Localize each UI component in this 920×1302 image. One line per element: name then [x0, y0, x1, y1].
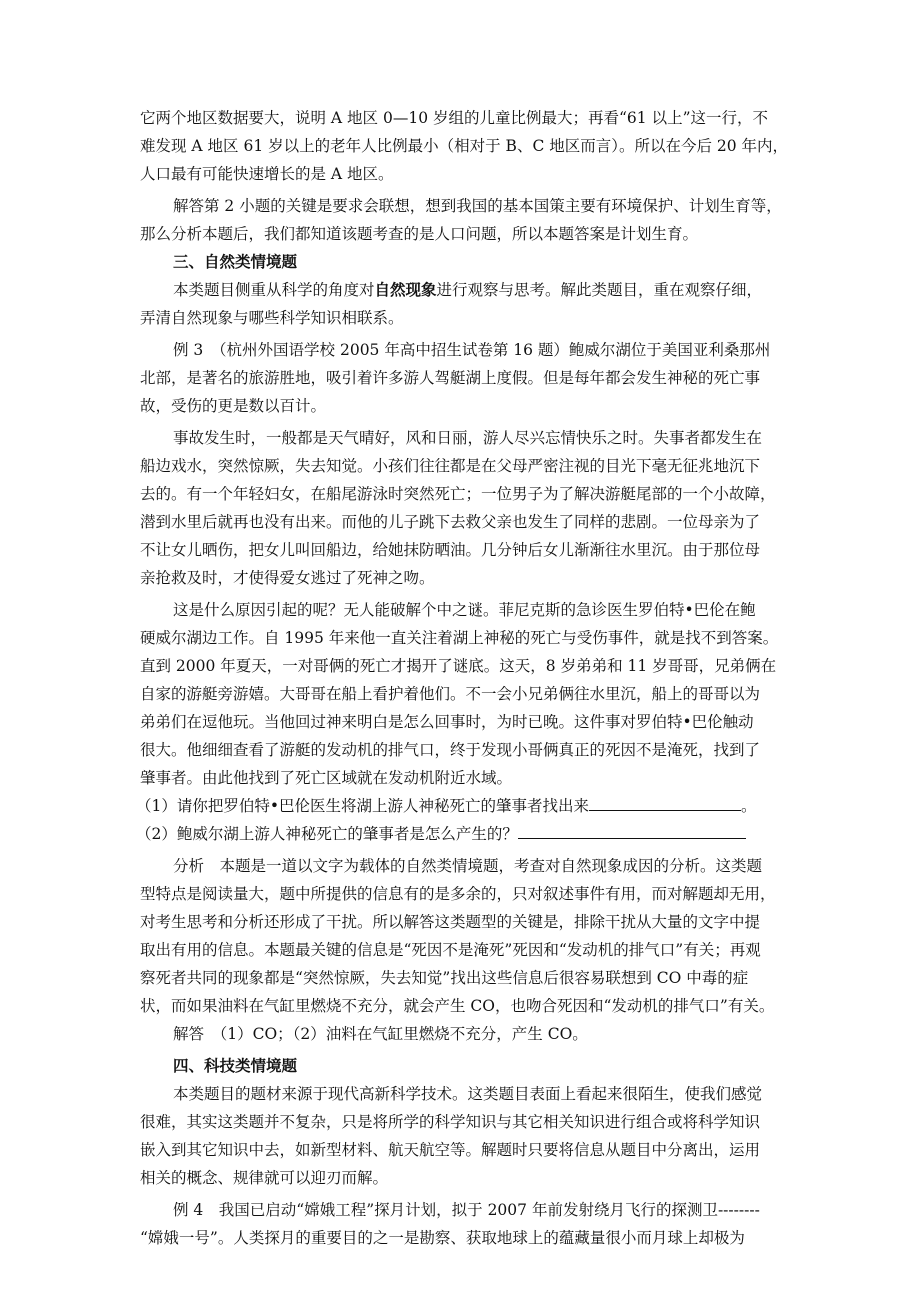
- text-line: 型特点是阅读量大，题中所提供的信息有的是多余的，只对叙述事件有用，而对解题却无用，: [140, 885, 776, 903]
- question-suffix: 。: [741, 797, 757, 815]
- text-line: 相关的概念、规律就可以迎刃而解。: [140, 1169, 389, 1187]
- text-line: 弄清自然现象与哪些科学知识相联系。: [140, 309, 404, 327]
- text-line: 嵌入到其它知识中去，如新型材料、航天航空等。解题时只要将信息从题目中分离出，运用: [140, 1141, 761, 1159]
- paragraph-accident: [140, 424, 792, 592]
- answer-blank-2[interactable]: [518, 823, 746, 839]
- text-line: 去的。有一个年轻妇女，在船尾游泳时突然死亡；一位男子为了解决游艇尾部的一个小故障，: [140, 485, 776, 503]
- text-line: 例 4 我国已启动“嫦娥工程”探月计划，拟于 2007 年前发射绕月飞行的探测卫--------: [173, 1201, 760, 1219]
- paragraph-analysis: [140, 852, 792, 1020]
- paragraph-answer-2: [140, 192, 792, 248]
- text-line: 例 3 （杭州外国语学校 2005 年高中招生试卷第 16 题）鲍威尔湖位于美国亚利桑那州: [173, 341, 771, 359]
- text-line: 状，而如果油料在气缸里燃烧不充分，就会产生 CO，也吻合死因和“发动机的排气口”有关。: [140, 997, 775, 1015]
- text-line: 它两个地区数据要大，说明 A 地区 0—10 岁组的儿童比例最大；再看“61 以上”这一行，不: [140, 109, 768, 127]
- text-line: 事故发生时，一般都是天气晴好，风和日丽，游人尽兴忘情快乐之时。失事者都发生在: [173, 429, 763, 447]
- text-line: 很难，其实这类题并不复杂，只是将所学的科学知识与其它相关知识进行组合或将科学知识: [140, 1113, 761, 1131]
- text-line: 亲抢救及时，才使得爱女逃过了死神之吻。: [140, 569, 435, 587]
- text-line: 对考生思考和分析还形成了干扰。所以解答这类题型的关键是，排除干扰从大量的文字中提: [140, 913, 761, 931]
- question-text: （1）请你把罗伯特•巴伦医生将湖上游人神秘死亡的肇事者找出来: [136, 797, 590, 815]
- text-line: 不让女儿晒伤，把女儿叫回船边，给她抹防晒油。几分钟后女儿渐渐往水里沉。由于那位母: [140, 541, 761, 559]
- text-line: 潜到水里后就再也没有出来。而他的儿子跳下去救父亲也发生了同样的悲剧。一位母亲为了: [140, 513, 761, 531]
- document-body: [136, 104, 792, 1252]
- question-text: （2）鲍威尔湖上游人神秘死亡的肇事者是怎么产生的？: [136, 825, 518, 843]
- question-1: [136, 792, 792, 820]
- text-line: 解答第 2 小题的关键是要求会联想，想到我国的基本国策主要有环境保护、计划生育等，: [173, 197, 782, 215]
- text-line: 人口最有可能快速增长的是 A 地区。: [140, 165, 394, 183]
- answer-blank-1[interactable]: [589, 795, 741, 811]
- bold-term: 自然现象: [374, 280, 437, 299]
- paragraph-tech-intro: [140, 1080, 792, 1192]
- text-line: 船边戏水，突然惊厥，失去知觉。小孩们往往都是在父母严密注视的目光下毫无征兆地沉下: [140, 457, 761, 475]
- section-heading-natural: 三、自然类情境题: [173, 252, 298, 271]
- text-line: 取出有用的信息。本题最关键的信息是“死因不是淹死”死因和“发动机的排气口”有关；再观: [140, 941, 761, 959]
- text-line: “嫦娥一号”。人类探月的重要目的之一是勘察、获取地球上的蕴藏量很小而月球上却极为: [140, 1229, 745, 1247]
- text-line: 直到 2000 年夏天，一对哥俩的死亡才揭开了谜底。这天，8 岁弟弟和 11 岁哥哥，兄弟俩在: [140, 657, 777, 675]
- paragraph-investigation: [140, 596, 792, 792]
- text-line: 难发现 A 地区 61 岁以上的老年人比例最小（相对于 B、C 地区而言）。所以在今后 20 年内，: [140, 137, 789, 155]
- text-line: 故，受伤的更是数以百计。: [140, 397, 327, 415]
- text-line: 硬威尔湖边工作。自 1995 年来他一直关注着湖上神秘的死亡与受伤事件，就是找不到答案。: [140, 629, 779, 647]
- text-line: 察死者共同的现象都是“突然惊厥，失去知觉”找出这些信息后很容易联想到 CO 中毒的症: [140, 969, 749, 987]
- text-line: 弟弟们在逗他玩。当他回过神来明白是怎么回事时，为时已晚。这件事对罗伯特•巴伦触动: [140, 713, 754, 731]
- paragraph-natural-intro: [140, 276, 792, 332]
- paragraph-continuation: [140, 104, 792, 188]
- text-line: 很大。他细细查看了游艇的发动机的排气口，终于发现小哥俩真正的死因不是淹死，找到了: [140, 741, 761, 759]
- paragraph-example-4: [140, 1196, 792, 1252]
- text-run: 本类题目侧重从科学的角度对: [173, 281, 375, 299]
- paragraph-answer-3: 解答 （1）CO；（2）油料在气缸里燃烧不充分，产生 CO。: [173, 1025, 588, 1043]
- text-line: 这是什么原因引起的呢？无人能破解个中之谜。菲尼克斯的急诊医生罗伯特•巴伦在鲍: [173, 601, 756, 619]
- text-line: 那么分析本题后，我们都知道该题考查的是人口问题，所以本题答案是计划生育。: [140, 225, 699, 243]
- text-line: 分析 本题是一道以文字为载体的自然类情境题，考查对自然现象成因的分析。这类题: [173, 857, 763, 875]
- text-line: 自家的游艇旁游嬉。大哥哥在船上看护着他们。不一会小兄弟俩往水里沉，船上的哥哥以为: [140, 685, 761, 703]
- text-line: [140, 276, 792, 304]
- text-line: 北部，是著名的旅游胜地，吸引着许多游人驾艇湖上度假。但是每年都会发生神秘的死亡事: [140, 369, 761, 387]
- section-heading-tech: 四、科技类情境题: [173, 1056, 298, 1075]
- question-2: [136, 820, 792, 848]
- text-run: 进行观察与思考。解此类题目，重在观察仔细，: [436, 281, 763, 299]
- text-line: 肇事者。由此他找到了死亡区域就在发动机附近水域。: [140, 769, 513, 787]
- paragraph-example-3: [140, 336, 792, 420]
- text-line: 本类题目的题材来源于现代高新科学技术。这类题目表面上看起来很陌生，使我们感觉: [173, 1085, 763, 1103]
